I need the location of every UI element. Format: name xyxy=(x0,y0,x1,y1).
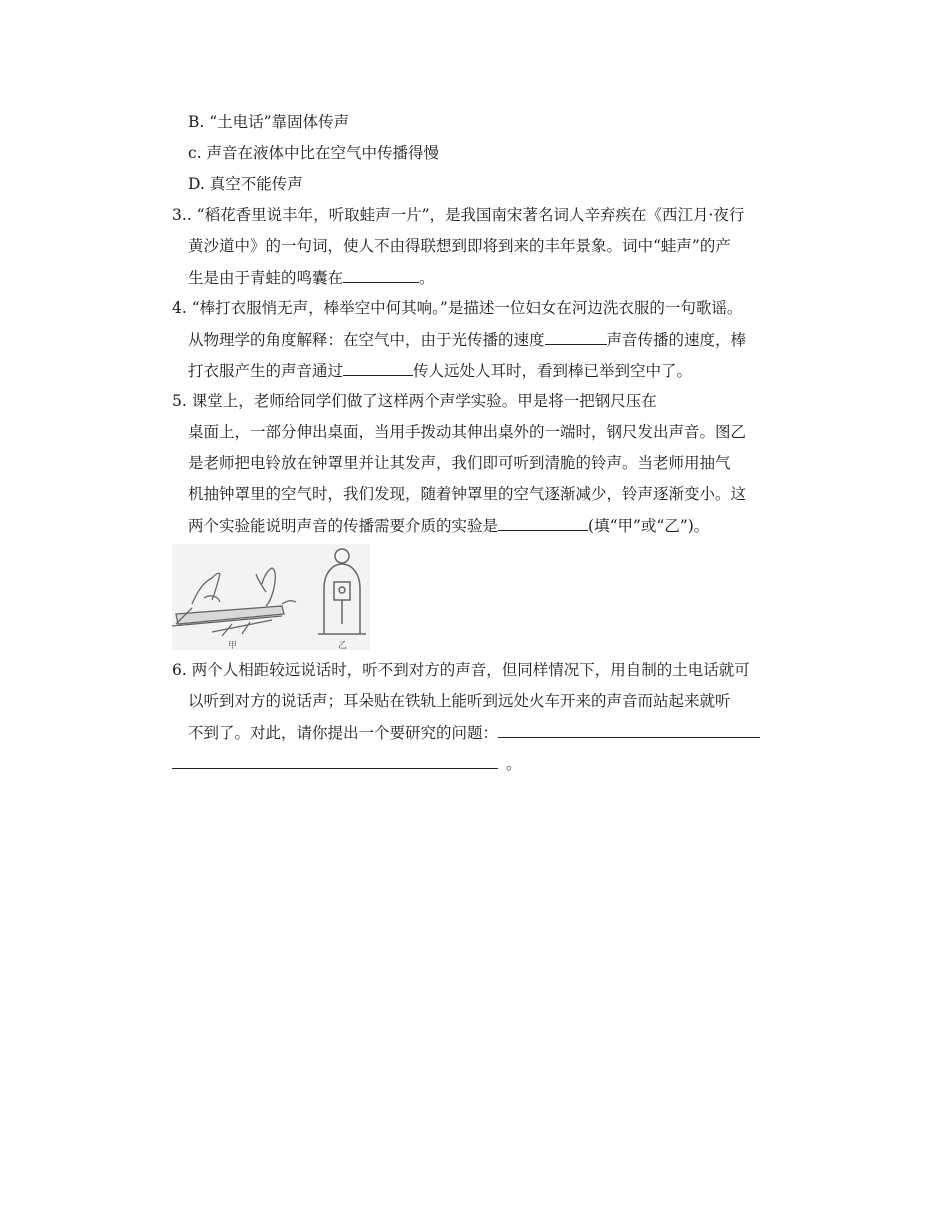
question-5-line-1: 5. 课堂上，老师给同学们做了这样两个声学实验。甲是将一把钢尺压在 xyxy=(172,392,657,410)
question-3-text: 生是由于青蛙的鸣囊在 xyxy=(188,269,344,287)
question-4-line-2 xyxy=(188,329,746,350)
bell-jar-experiment xyxy=(318,549,366,634)
ruler-experiment xyxy=(172,568,296,636)
question-5-line-4: 机抽钟罩里的空气时，我们发现，随着钟罩里的空气逐渐减少，铃声逐渐变小。这 xyxy=(188,485,747,503)
question-6-line-2: 以听到对方的说话声；耳朵贴在铁轨上能听到远处火车开来的声音而站起来就听 xyxy=(188,692,731,710)
question-4-line-3 xyxy=(188,360,692,381)
question-6-line-4 xyxy=(172,753,522,774)
question-4-text: 声音传播的速度，棒 xyxy=(606,331,747,349)
question-4-text: 从物理学的角度解释：在空气中，由于光传播的速度 xyxy=(188,331,545,349)
question-5-text: 两个实验能说明声音的传播需要介质的实验是 xyxy=(188,517,499,535)
question-6-text: 不到了。对此，请你提出一个要研究的问题： xyxy=(188,724,499,742)
question-5-text: (填“甲”或“乙”)。 xyxy=(588,517,710,535)
question-5-line-2: 桌面上，一部分伸出桌面，当用手拨动其伸出桌外的一端时，钢尺发出声音。图乙 xyxy=(188,423,747,441)
answer-blank[interactable] xyxy=(172,753,498,769)
question-3-line-2: 黄沙道中》的一句词，使人不由得联想到即将到来的丰年景象。词中“蛙声”的产 xyxy=(188,237,731,255)
experiment-figure xyxy=(172,544,370,650)
option-b: B. “土电话”靠固体传声 xyxy=(188,113,350,131)
answer-blank[interactable] xyxy=(343,267,419,283)
question-6-line-1: 6. 两个人相距较远说话时，听不到对方的声音，但同样情况下，用自制的土电话就可 xyxy=(172,661,750,679)
option-d: D. 真空不能传声 xyxy=(188,175,303,193)
answer-blank[interactable] xyxy=(498,515,588,531)
question-6-end: 。 xyxy=(506,755,522,773)
question-4-text: 打衣服产生的声音通过 xyxy=(188,362,344,380)
answer-blank[interactable] xyxy=(545,329,607,345)
question-5-line-5 xyxy=(188,515,709,536)
question-6-line-3 xyxy=(188,722,760,743)
question-4-line-1: 4. “棒打衣服悄无声，棒举空中何其响。”是描述一位妇女在河边洗衣服的一句歌谣。 xyxy=(172,299,743,317)
question-3-line-3 xyxy=(188,267,435,288)
question-5-line-3: 是老师把电铃放在钟罩里并让其发声，我们即可听到清脆的铃声。当老师用抽气 xyxy=(188,454,731,472)
question-4-text: 传人远处人耳时，看到棒已举到空中了。 xyxy=(413,362,693,380)
option-c: c. 声音在液体中比在空气中传播得慢 xyxy=(188,144,440,162)
question-3-end: 。 xyxy=(419,269,435,287)
question-3-line-1: 3.. “稻花香里说丰年，听取蛙声一片”，是我国南宋著名词人辛弃疾在《西江月·夜行 xyxy=(172,206,745,224)
experiment-illustration xyxy=(172,544,370,650)
answer-blank[interactable] xyxy=(343,360,413,376)
answer-blank[interactable] xyxy=(498,722,760,738)
figure-label-a: 甲 xyxy=(228,641,238,650)
figure-label-b: 乙 xyxy=(338,641,348,650)
